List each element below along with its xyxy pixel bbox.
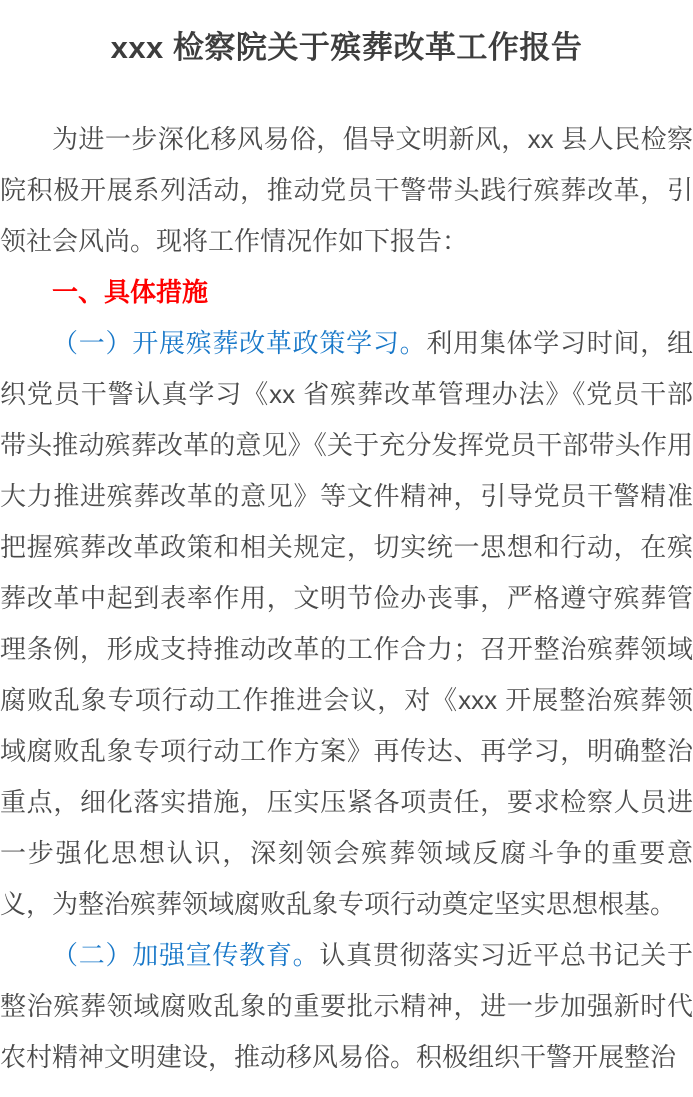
- paragraph: [0, 930, 693, 1083]
- document-body: [0, 114, 693, 1083]
- text-run: （二）加强宣传教育。: [52, 940, 320, 970]
- text-run: 一、具体措施: [52, 277, 209, 307]
- section-heading: [0, 267, 693, 318]
- text-run: 认真贯彻落实习近平总书记关于整治殡葬领域腐败乱象的重要批示精神，进一步加强新时代农村精神文明建设，推动移风易俗。积极组织干警开展整治: [0, 940, 693, 1072]
- text-run: 利用集体学习时间，组织党员干警认真学习《xx 省殡葬改革管理办法》《党员干部带头推动殡葬改革的意见》《关于充分发挥党员干部带头作用大力推进殡葬改革的意见》等文件精神，引导党员干警精准把握殡葬改革政策和相关规定，切实统一思想和行动，在殡葬改革中起到表率作用，文明节俭办丧事，严格遵守殡葬管理条例，形成支持推动改革的工作合力；召开整治殡葬领域腐败乱象专项行动工作推进会议，对《xxx 开展整治殡葬领域腐败乱象专项行动工作方案》再传达、再学习，明确整治重点，细化落实措施，压实压紧各项责任，要求检察人员进一步强化思想认识，深刻领会殡葬领域反腐斗争的重要意义，为整治殡葬领域腐败乱象专项行动奠定坚实思想根基。: [0, 328, 693, 919]
- document-title: xxx 检察院关于殡葬改革工作报告: [110, 30, 583, 65]
- text-run: 为进一步深化移风易俗，倡导文明新风，xx 县人民检察院积极开展系列活动，推动党员干警带头践行殡葬改革，引领社会风尚。现将工作情况作如下报告：: [0, 124, 693, 256]
- text-run: （一）开展殡葬改革政策学习。: [52, 328, 427, 358]
- paragraph: [0, 114, 693, 267]
- paragraph: [0, 318, 693, 930]
